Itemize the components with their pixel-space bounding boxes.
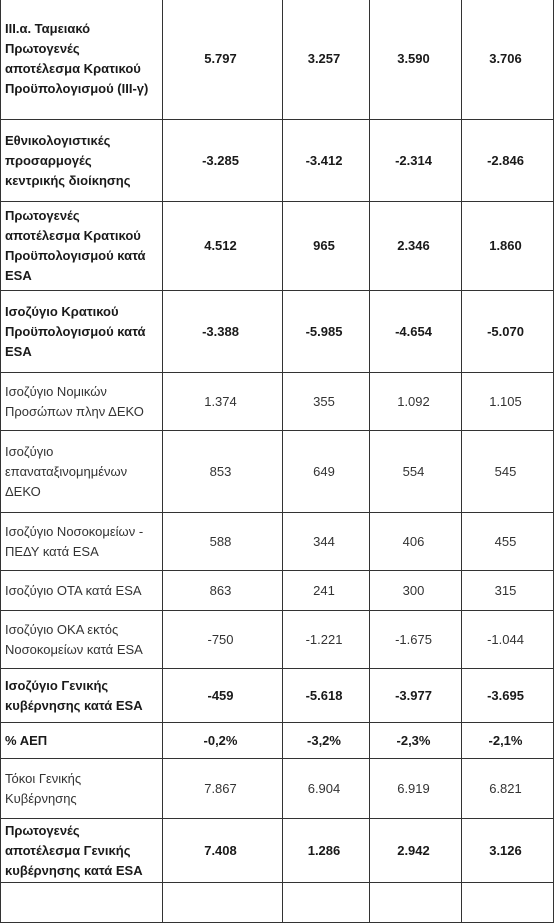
row-label: Ισοζύγιο επαναταξινομημένων ΔΕΚΟ <box>1 431 163 513</box>
value-cell: -459 <box>163 669 283 723</box>
value-cell: 853 <box>163 431 283 513</box>
value-cell: 300 <box>370 571 462 611</box>
row-label: Ισοζύγιο ΟΤΑ κατά ESA <box>1 571 163 611</box>
value-cell: -2,3% <box>370 723 462 759</box>
value-cell <box>462 883 554 923</box>
table-row <box>1 513 554 571</box>
value-cell: 588 <box>163 513 283 571</box>
row-label: Ισοζύγιο Κρατικού Προϋπολογισμού κατά ESA <box>1 291 163 373</box>
value-cell: 545 <box>462 431 554 513</box>
value-cell: -1.044 <box>462 611 554 669</box>
value-cell: 315 <box>462 571 554 611</box>
value-cell: -750 <box>163 611 283 669</box>
value-cell: 4.512 <box>163 202 283 291</box>
table-row <box>1 571 554 611</box>
row-label <box>1 883 163 923</box>
value-cell <box>370 883 462 923</box>
value-cell: 7.867 <box>163 759 283 819</box>
value-cell: 3.257 <box>283 0 370 120</box>
value-cell: -2,1% <box>462 723 554 759</box>
value-cell <box>163 883 283 923</box>
table-row <box>1 291 554 373</box>
value-cell: -5.070 <box>462 291 554 373</box>
value-cell: 3.590 <box>370 0 462 120</box>
table-body <box>1 0 554 923</box>
value-cell: -2.314 <box>370 120 462 202</box>
row-label: Ισοζύγιο Νοσοκομείων - ΠΕΔΥ κατά ESA <box>1 513 163 571</box>
table-row <box>1 611 554 669</box>
value-cell: 355 <box>283 373 370 431</box>
value-cell: -3.285 <box>163 120 283 202</box>
value-cell: -1.675 <box>370 611 462 669</box>
value-cell: 2.346 <box>370 202 462 291</box>
value-cell: -5.618 <box>283 669 370 723</box>
value-cell: -3.412 <box>283 120 370 202</box>
value-cell: 241 <box>283 571 370 611</box>
value-cell: -1.221 <box>283 611 370 669</box>
value-cell: 554 <box>370 431 462 513</box>
value-cell: 3.126 <box>462 819 554 883</box>
row-label: Πρωτογενές αποτέλεσμα Γενικής κυβέρνησης κατά ESA <box>1 819 163 883</box>
value-cell: -3,2% <box>283 723 370 759</box>
table-row <box>1 373 554 431</box>
value-cell: 344 <box>283 513 370 571</box>
table-row <box>1 883 554 923</box>
value-cell: 965 <box>283 202 370 291</box>
row-label: Ισοζύγιο Νομικών Προσώπων πλην ΔΕΚΟ <box>1 373 163 431</box>
value-cell: 1.374 <box>163 373 283 431</box>
value-cell: 455 <box>462 513 554 571</box>
row-label: Πρωτογενές αποτέλεσμα Κρατικού Προϋπολογισμού κατά ESA <box>1 202 163 291</box>
value-cell: -3.388 <box>163 291 283 373</box>
table-row <box>1 0 554 120</box>
table-row <box>1 431 554 513</box>
value-cell: 1.092 <box>370 373 462 431</box>
table-row <box>1 723 554 759</box>
table-row <box>1 202 554 291</box>
value-cell: 7.408 <box>163 819 283 883</box>
value-cell: 3.706 <box>462 0 554 120</box>
value-cell: 2.942 <box>370 819 462 883</box>
row-label: Εθνικολογιστικές προσαρμογές κεντρικής διοίκησης <box>1 120 163 202</box>
row-label: % ΑΕΠ <box>1 723 163 759</box>
value-cell: 1.286 <box>283 819 370 883</box>
value-cell: 406 <box>370 513 462 571</box>
value-cell: -4.654 <box>370 291 462 373</box>
value-cell: -2.846 <box>462 120 554 202</box>
table-row <box>1 669 554 723</box>
value-cell: 863 <box>163 571 283 611</box>
value-cell <box>283 883 370 923</box>
value-cell: -5.985 <box>283 291 370 373</box>
row-label: Ισοζύγιο ΟΚΑ εκτός Νοσοκομείων κατά ESA <box>1 611 163 669</box>
value-cell: -3.695 <box>462 669 554 723</box>
value-cell: 1.860 <box>462 202 554 291</box>
table-row <box>1 759 554 819</box>
table-row <box>1 819 554 883</box>
value-cell: 6.919 <box>370 759 462 819</box>
row-label: Τόκοι Γενικής Κυβέρνησης <box>1 759 163 819</box>
value-cell: 6.904 <box>283 759 370 819</box>
value-cell: -3.977 <box>370 669 462 723</box>
value-cell: 6.821 <box>462 759 554 819</box>
row-label: III.α. Ταμειακό Πρωτογενές αποτέλεσμα Κρατικού Προϋπολογισμού (ΙΙΙ-γ) <box>1 0 163 120</box>
value-cell: 5.797 <box>163 0 283 120</box>
value-cell: 649 <box>283 431 370 513</box>
value-cell: 1.105 <box>462 373 554 431</box>
value-cell: -0,2% <box>163 723 283 759</box>
row-label: Ισοζύγιο Γενικής κυβέρνησης κατά ESA <box>1 669 163 723</box>
table-row <box>1 120 554 202</box>
